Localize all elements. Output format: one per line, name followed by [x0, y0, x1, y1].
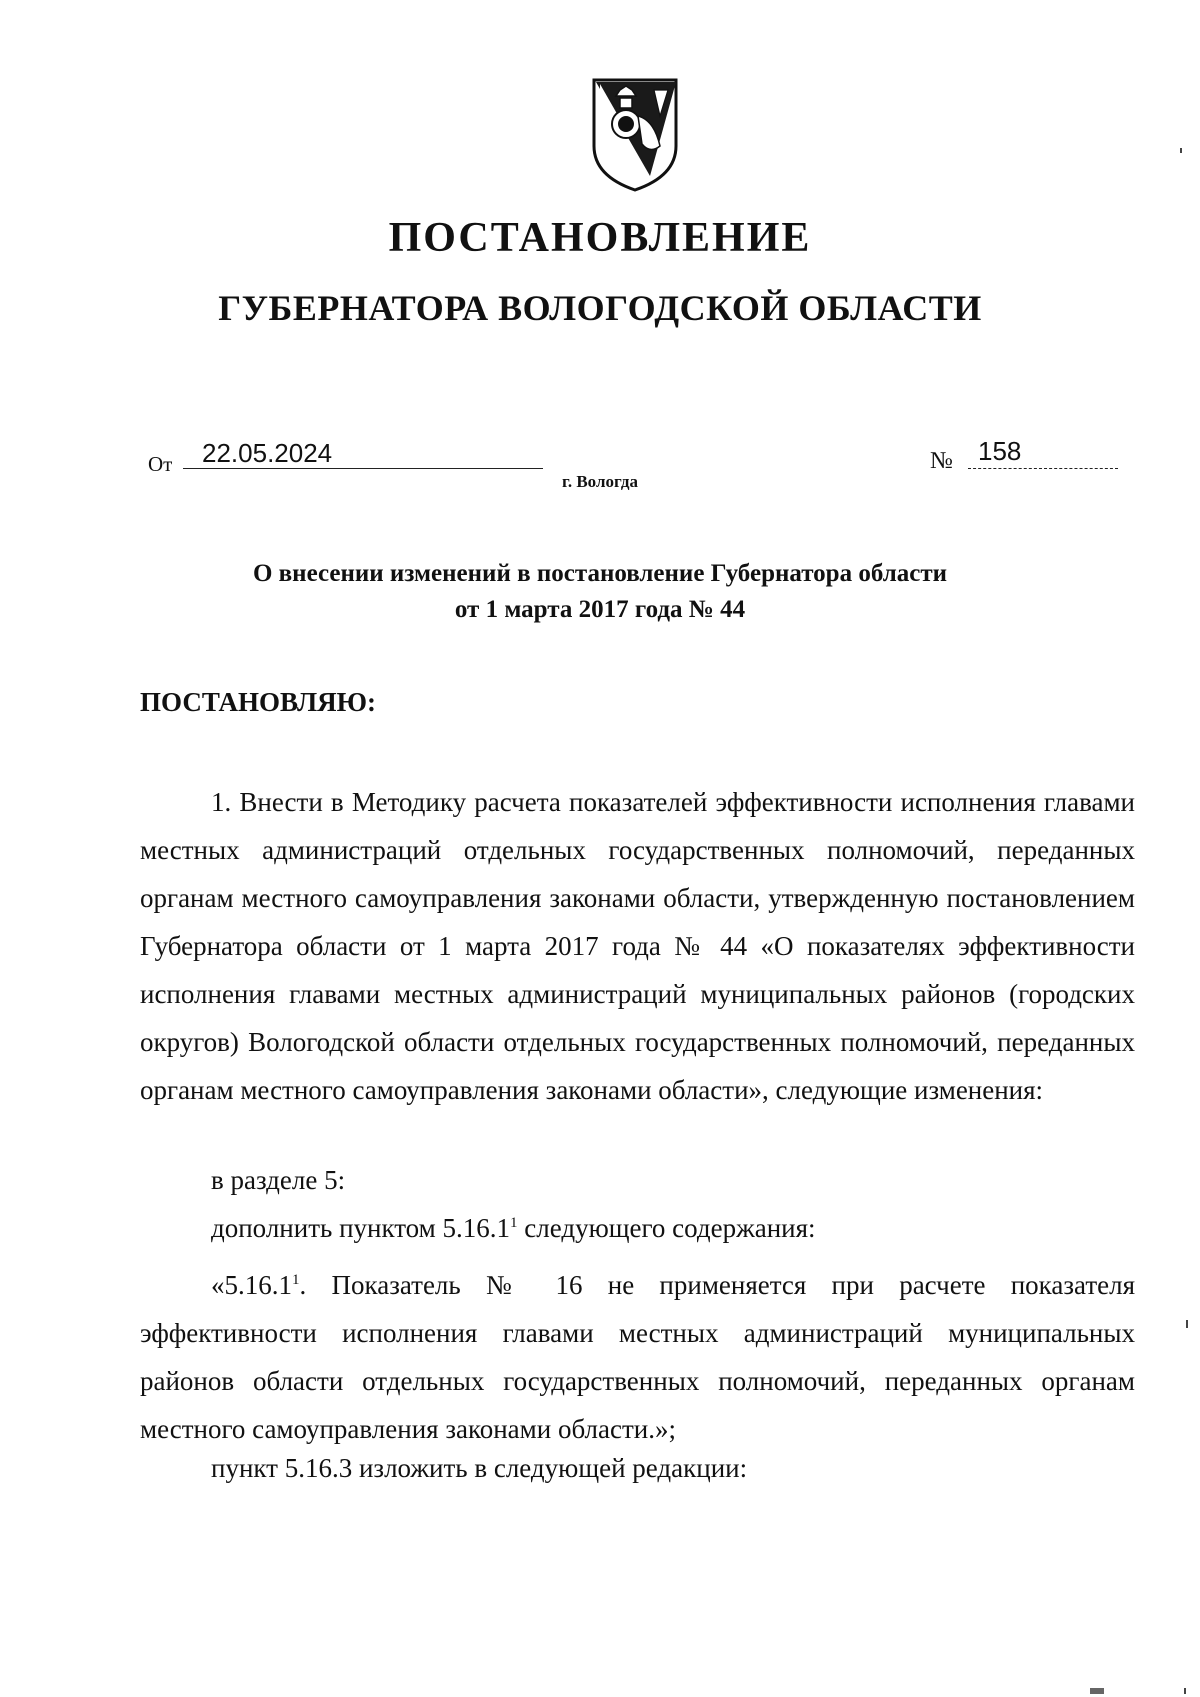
add-point-prefix: дополнить пунктом 5.16.1	[211, 1213, 510, 1243]
document-date: 22.05.2024	[202, 438, 333, 468]
add-point-superscript: 1	[510, 1215, 518, 1231]
number-label: №	[930, 448, 953, 474]
scan-mark	[1180, 148, 1182, 153]
scan-mark	[1090, 1688, 1104, 1694]
subject-line-1: О внесении изменений в постановление Губернатора области	[252, 560, 948, 587]
scan-mark	[1184, 1688, 1186, 1694]
document-title: ПОСТАНОВЛЕНИЕ	[388, 215, 812, 261]
body-paragraph-1: 1. Внести в Методику расчета показателей эффективности исполнения главами местных администраций отдельных государственных полномочий, переданных органам местного самоуправления законами области, утвержденную постановлением Губернатора области от 1 марта 2017 года № 44 «О показателях эффективности исполнения главами местных администраций муниципальных районов (городских округов) Вологодской области отдельных государственных полномочий, переданных органам местного самоуправления законами области», следующие изменения:	[140, 787, 1135, 1105]
section-line: в разделе 5:	[211, 1165, 346, 1195]
subject-line-2: от 1 марта 2017 года № 44	[454, 596, 746, 623]
city-label: г. Вологда	[562, 472, 638, 491]
document-issuer: ГУБЕРНАТОРА ВОЛОГОДСКОЙ ОБЛАСТИ	[218, 288, 982, 328]
quoted-point-paragraph	[140, 1261, 1135, 1453]
decree-heading: ПОСТАНОВЛЯЮ:	[140, 687, 376, 717]
quote-text: . Показатель № 16 не применяется при расчете показателя эффективности исполнения главами местных администраций муниципальных районов области отдельных государственных полномочий, переданных органам местного самоуправления законами области.»;	[140, 1270, 1135, 1444]
document-number: 158	[978, 436, 1022, 466]
last-line: пункт 5.16.3 изложить в следующей редакции:	[211, 1453, 748, 1483]
scan-mark	[1186, 1320, 1188, 1328]
add-point-line	[211, 1213, 816, 1244]
coat-of-arms-icon	[590, 76, 680, 192]
number-underline	[968, 468, 1118, 469]
date-label: От	[148, 452, 173, 476]
quote-prefix: «5.16.1	[211, 1270, 292, 1300]
quote-superscript: 1	[292, 1272, 300, 1288]
add-point-suffix: следующего содержания:	[517, 1213, 816, 1243]
